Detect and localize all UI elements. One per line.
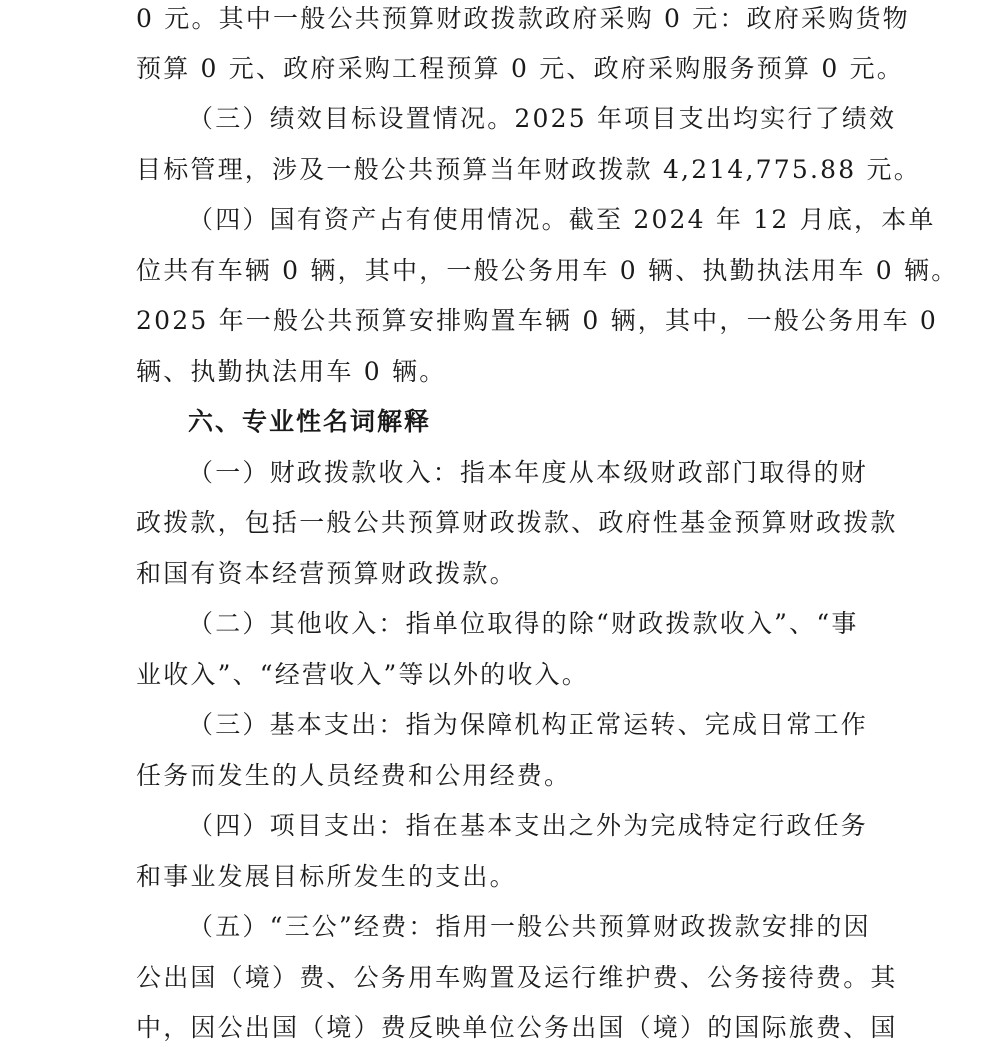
paragraph-line: （五）“三公”经费：指用一般公共预算财政拨款安排的因 (188, 912, 871, 941)
paragraph-line: （三）基本支出：指为保障机构正常运转、完成日常工作 (188, 710, 869, 739)
paragraph-line: 目标管理，涉及一般公共预算当年财政拨款 4,214,775.88 元。 (136, 155, 921, 184)
paragraph-line: （二）其他收入：指单位取得的除“财政拨款收入”、“事 (188, 609, 859, 638)
paragraph-line: 和事业发展目标所发生的支出。 (136, 862, 517, 891)
paragraph-line: 和国有资本经营预算财政拨款。 (136, 559, 517, 588)
paragraph-line: 中，因公出国（境）费反映单位公务出国（境）的国际旅费、国 (136, 1013, 898, 1042)
paragraph-line: （一）财政拨款收入：指本年度从本级财政部门取得的财 (188, 458, 869, 487)
paragraph-line: 2025 年一般公共预算安排购置车辆 0 辆，其中，一般公务用车 0 (136, 306, 939, 335)
paragraph-line: 预算 0 元、政府采购工程预算 0 元、政府采购服务预算 0 元。 (136, 54, 904, 83)
paragraph-line: （四）国有资产占有使用情况。截至 2024 年 12 月底，本单 (188, 205, 936, 234)
section-heading: 六、专业性名词解释 (188, 407, 432, 436)
paragraph-line: （四）项目支出：指在基本支出之外为完成特定行政任务 (188, 811, 869, 840)
paragraph-line: 公出国（境）费、公务用车购置及运行维护费、公务接待费。其 (136, 963, 898, 992)
paragraph-line: 业收入”、“经营收入”等以外的收入。 (136, 660, 589, 689)
paragraph-line: 0 元。其中一般公共预算财政拨款政府采购 0 元：政府采购货物 (136, 4, 910, 33)
paragraph-line: 政拨款，包括一般公共预算财政拨款、政府性基金预算财政拨款 (136, 508, 898, 537)
paragraph-line: 任务而发生的人员经费和公用经费。 (136, 761, 572, 790)
paragraph-line: 位共有车辆 0 辆，其中，一般公务用车 0 辆、执勤执法用车 0 辆。 (136, 256, 959, 285)
paragraph-line: （三）绩效目标设置情况。2025 年项目支出均实行了绩效 (188, 104, 897, 133)
paragraph-line: 辆、执勤执法用车 0 辆。 (136, 357, 447, 386)
